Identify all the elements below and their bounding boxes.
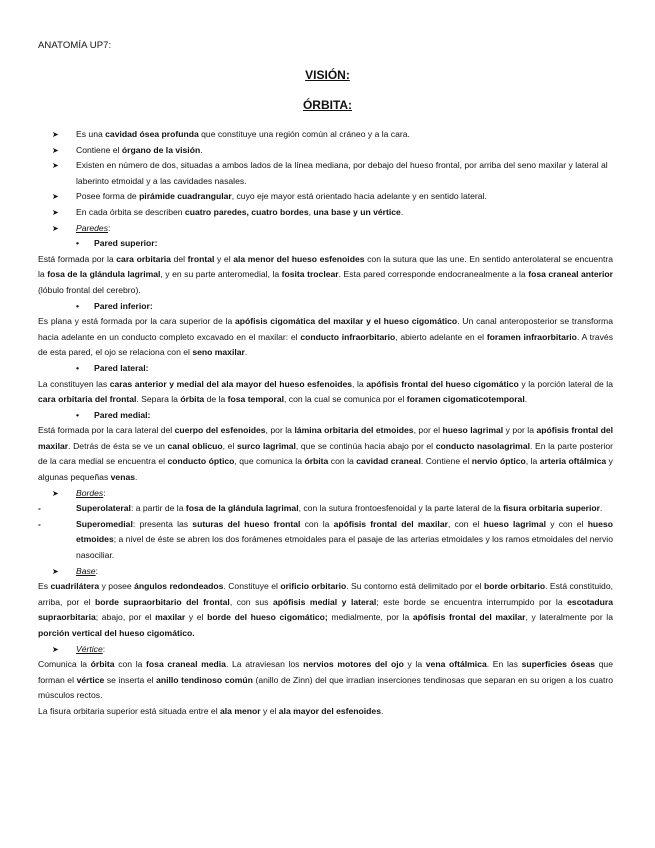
bordes-heading: ➤ Bordes: [38, 486, 613, 502]
dot-bullet-icon: • [76, 300, 80, 311]
course-header: ANATOMÍA UP7: [38, 40, 112, 51]
intro-item: ➤ Existen en número de dos, situadas a ambos lados de la línea mediana, por debajo del hueso frontal, por arriba del seno maxilar y lateral al laberinto etmoidal y a las cavidades nasales. [52, 160, 608, 186]
pared-lateral-heading: • Pared lateral: [38, 361, 613, 377]
pared-medial-text: Está formada por la cara lateral del cuerpo del esfenoides, por la lámina orbitaria del etmoides, por el hueso lagrimal y por la apófisis frontal del maxilar. Detrás de ésta se ve un canal oblicuo, el surco lagrimal, que se continúa hacia abajo por el conducto nasolagrimal. En la parte posterior de la cara medial se encuentra el conducto óptico, que comunica la órbita con la cavidad craneal. Contiene el nervio óptico, la arteria oftálmica y algunas pequeñas venas. [38, 425, 614, 483]
pared-inferior-heading: • Pared inferior: [38, 299, 613, 315]
dash-bullet-icon: - [38, 518, 41, 529]
dot-bullet-icon: • [76, 238, 80, 249]
vertice-text: Comunica la órbita con la fosa craneal media. La atraviesan los nervios motores del ojo y la vena oftálmica. En las superficies óseas que forman el vértice se inserta el anillo tendinoso común (anillo de Zinn) del que irradian inserciones tendinosas que separan en su origen a los cuatro músculos rectos. [38, 659, 613, 701]
arrow-bullet-icon: ➤ [52, 223, 59, 233]
arrow-bullet-icon: ➤ [52, 644, 59, 654]
pared-superior-text: Está formada por la cara orbitaria del frontal y el ala menor del hueso esfenoides con la sutura que las une. En sentido anterolateral se encuentra la fosa de la glándula lagrimal, y en su parte anteromedial, la fosita troclear. Esta pared corresponde endocranealmente a la fosa craneal anterior (lóbulo frontal del cerebro). [38, 253, 614, 295]
base-text: Es cuadrilátera y posee ángulos redondeados. Constituye el orificio orbitario. Su contorno está delimitado por el borde orbitario. Está constituido, arriba, por el borde supraorbitario del frontal, con sus apófisis medial y lateral; este borde se encuentra interrumpido por la escotadura supraorbitaria; abajo, por el maxilar y el borde del hueso cigomático; medialmente, por la apófisis frontal del maxilar, y lateralmente por la porción vertical del hueso cigomático. [38, 581, 613, 638]
arrow-bullet-icon: ➤ [52, 192, 59, 202]
pared-superior-heading: • Pared superior: [38, 236, 613, 252]
arrow-bullet-icon: ➤ [52, 566, 59, 576]
pared-inferior-text: Es plana y está formada por la cara superior de la apófisis cigomática del maxilar y el hueso cigomático. Un canal anteroposterior se transforma hacia adelante en un conducto completo excavado en el maxilar: el conducto infraorbitario, abierto adelante en el foramen infraorbitario. A través de esta pared, el ojo se relaciona con el seno maxilar. [38, 316, 613, 358]
arrow-bullet-icon: ➤ [52, 145, 59, 155]
dash-bullet-icon: - [38, 503, 41, 514]
borde-item: - Superolateral: a partir de la fosa de la glándula lagrimal, con la sutura frontoesfenoidal y la parte lateral de la fisura orbitaria superior. [38, 501, 613, 517]
intro-item: ➤ Posee forma de pirámide cuadrangular, cuyo eje mayor está orientado hacia adelante y en sentido lateral. [38, 189, 613, 205]
arrow-bullet-icon: ➤ [52, 161, 59, 171]
page-title: VISIÓN: [305, 68, 350, 82]
arrow-bullet-icon: ➤ [52, 130, 59, 139]
dot-bullet-icon: • [76, 409, 80, 420]
intro-item: ➤ Contiene el órgano de la visión. [38, 143, 613, 159]
section-title: ÓRBITA: [302, 98, 353, 112]
borde-item: - Superomedial: presenta las suturas del hueso frontal con la apófisis frontal del maxilar, con el hueso lagrimal y con el hueso etmoides; a nivel de éste se abren los dos forámenes etmoidales para el pasaje de las arterias etmoidales y los ramos etmoidales del nervio nasociliar. [38, 518, 613, 561]
pared-medial-heading: • Pared medial: [38, 408, 613, 424]
vertice-heading: ➤ Vértice: [38, 642, 613, 658]
intro-item: ➤ Es una cavidad ósea profunda que constituye una región común al cráneo y a la cara. [38, 127, 613, 143]
pared-lateral-text: La constituyen las caras anterior y medial del ala mayor del hueso esfenoides, la apófisis frontal del hueso cigomático y la porción lateral de la cara orbitaria del frontal. Separa la órbita de la fosa temporal, con la cual se comunica por el foramen cigomaticotemporal. [38, 378, 613, 405]
document-body [38, 127, 613, 720]
intro-item: ➤ En cada órbita se describen cuatro paredes, cuatro bordes, una base y un vértice. [38, 205, 613, 221]
arrow-bullet-icon: ➤ [52, 488, 59, 498]
base-heading: ➤ Base: [38, 564, 613, 580]
arrow-bullet-icon: ➤ [52, 207, 59, 217]
paredes-heading: ➤ Paredes: [38, 221, 613, 237]
final-paragraph: La fisura orbitaria superior está situada entre el ala menor y el ala mayor del esfenoides. [38, 705, 384, 716]
dot-bullet-icon: • [76, 362, 80, 373]
